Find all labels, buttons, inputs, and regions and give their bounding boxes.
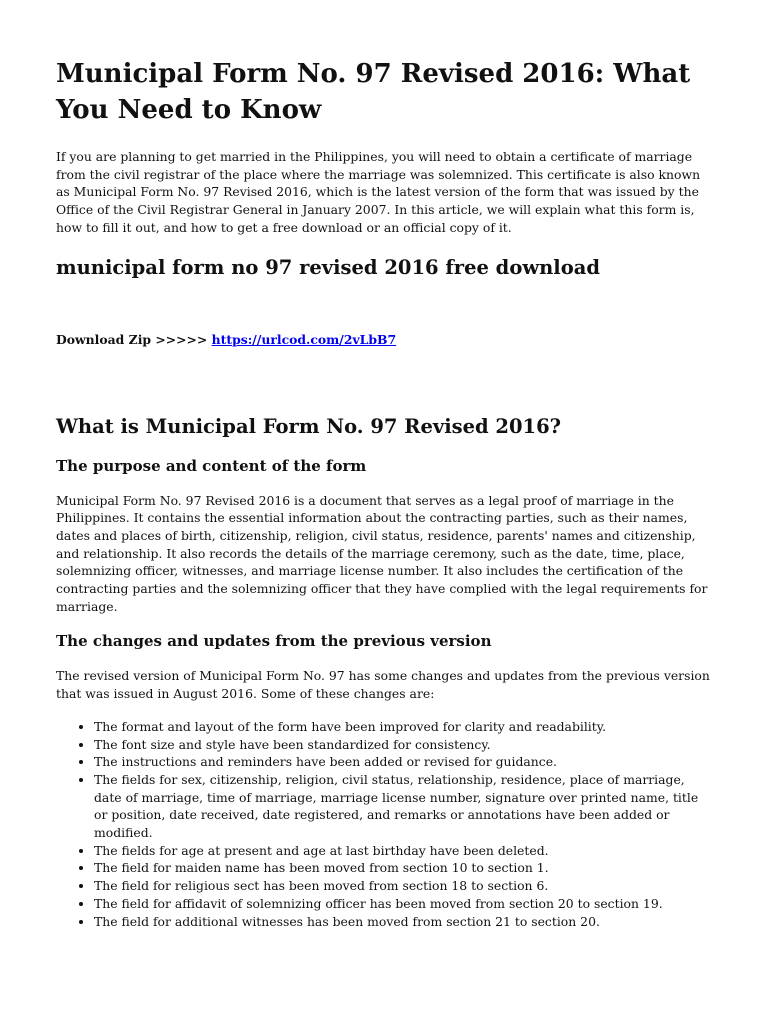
download-heading: municipal form no 97 revised 2016 free download bbox=[56, 255, 600, 279]
changes-list bbox=[56, 718, 714, 930]
section-heading: What is Municipal Form No. 97 Revised 2016? bbox=[56, 414, 562, 438]
list-item: • The field for additional witnesses has been moved from section 21 to section 20. bbox=[94, 913, 714, 931]
download-link[interactable]: https://urlcod.com/2vLbB7 bbox=[211, 331, 397, 347]
intro-paragraph: If you are planning to get married in the Philippines, you will need to obtain a certificate of marriage from the civil registrar of the place where the marriage was solemnized. This certificate is also known as Municipal Form No. 97 Revised 2016, which is the latest version of the form that was issued by the Office of the Civil Registrar General in January 2007. In this article, we will explain what this form is, how to fill it out, and how to get a free download or an official copy of it. bbox=[56, 149, 701, 235]
purpose-heading: The purpose and content of the form bbox=[56, 456, 367, 475]
changes-intro-paragraph: The revised version of Municipal Form No. 97 has some changes and updates from the previous version that was issued in August 2016. Some of these changes are: bbox=[56, 668, 710, 702]
list-item: • The field for maiden name has been moved from section 10 to section 1. bbox=[94, 859, 714, 877]
changes-heading: The changes and updates from the previous version bbox=[56, 632, 492, 651]
list-item: • The font size and style have been standardized for consistency. bbox=[94, 736, 714, 754]
purpose-paragraph: Municipal Form No. 97 Revised 2016 is a document that serves as a legal proof of marriage in the Philippines. It contains the essential information about the contracting parties, such as their names, dates and places of birth, citizenship, religion, civil status, residence, parents' names and citizenship, and relationship. It also records the details of the marriage ceremony, such as the date, time, place, solemnizing officer, witnesses, and marriage license number. It also includes the certification of the contracting parties and the solemnizing officer that they have complied with the legal requirements for marriage. bbox=[56, 492, 708, 614]
list-item: • The field for affidavit of solemnizing officer has been moved from section 20 to section 19. bbox=[94, 895, 714, 913]
list-item: • The field for religious sect has been moved from section 18 to section 6. bbox=[94, 877, 714, 895]
list-item: • The instructions and reminders have been added or revised for guidance. bbox=[94, 753, 714, 771]
list-item: • The fields for age at present and age at last birthday have been deleted. bbox=[94, 842, 714, 860]
list-item: • The format and layout of the form have been improved for clarity and readability. bbox=[94, 718, 714, 736]
download-line bbox=[56, 331, 714, 348]
list-item: • The fields for sex, citizenship, religion, civil status, relationship, residence, place of marriage, date of marriage, time of marriage, marriage license number, signature over printed name, title or position, date received, date registered, and remarks or annotations have been added or modified. bbox=[94, 771, 714, 842]
download-label: Download Zip >>>>> bbox=[56, 331, 212, 347]
article-title: Municipal Form No. 97 Revised 2016: What You Need to Know bbox=[56, 59, 691, 125]
